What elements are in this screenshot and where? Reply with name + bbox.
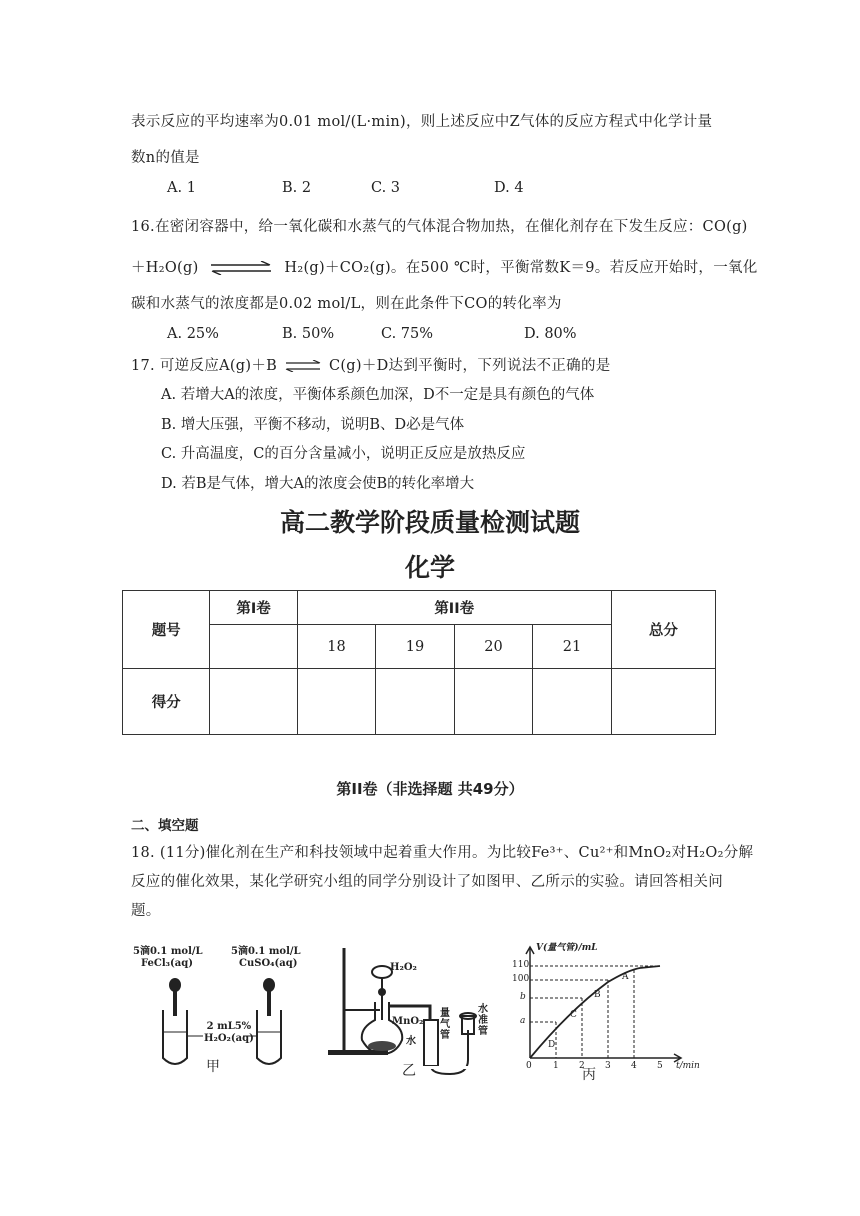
leveling-tube-label: 水准管 (478, 1004, 488, 1037)
q17-option-d: D. 若B是气体，增大A的浓度会使B的转化率增大 (161, 476, 475, 492)
point-label: C (570, 1010, 577, 1020)
question-number: 19 (376, 625, 454, 669)
row-label-score: 得分 (123, 669, 210, 735)
figure-bing-label: 丙 (582, 1067, 596, 1083)
measuring-tube-label: 量气管 (440, 1008, 450, 1041)
apparatus-drawing (320, 940, 500, 1080)
score-cell[interactable] (454, 669, 532, 735)
q16-products: H₂(g)＋CO₂(g)。在500 ℃时，平衡常数K＝9。若反应开始时，一氧化 (284, 260, 758, 276)
header-part2: 第II卷 (297, 591, 611, 625)
mno2-label: MnO₂ (392, 1016, 424, 1027)
question-number: 20 (454, 625, 532, 669)
q18-line-1: 18. (11分)催化剂在生产和科技领域中起着重大作用。为比较Fe³⁺、Cu²⁺和MnO₂对H₂O₂分解 (131, 845, 754, 861)
q18-line-2: 反应的催化效果，某化学研究小组的同学分别设计了如图甲、乙所示的实验。请回答相关问 (131, 874, 723, 890)
point-label: B (594, 990, 601, 1000)
q18-line-3: 题。 (131, 903, 161, 919)
score-cell[interactable] (611, 669, 715, 735)
score-cell[interactable] (297, 669, 375, 735)
x-tick: 4 (631, 1061, 637, 1071)
water-label: 水 (406, 1036, 416, 1047)
q16-line-2 (131, 256, 758, 277)
q17-stem (131, 354, 611, 375)
header-part1: 第Ⅰ卷 (210, 591, 297, 625)
q16-option-d: D. 80% (524, 326, 577, 342)
y-tick: 110 (512, 960, 530, 970)
volume-time-graph (510, 940, 710, 1080)
equilibrium-arrow-icon (285, 360, 321, 372)
part2-heading: 第II卷（非选择题 共49分） (336, 780, 524, 798)
q16-reactants: ＋H₂O(g) (131, 260, 199, 276)
h2o2-label: H₂O₂ (390, 962, 417, 973)
q15-option-b: B. 2 (282, 180, 312, 196)
row-label-question: 题号 (123, 591, 210, 669)
tube1-caption: 5滴0.1 mol/L FeCl₃(aq) (133, 946, 203, 969)
q15-option-d: D. 4 (494, 180, 524, 196)
part1-cell (210, 625, 297, 669)
x-tick: 1 (553, 1061, 559, 1071)
score-table (122, 590, 716, 735)
q17-stem-suffix: C(g)＋D达到平衡时，下列说法不正确的是 (328, 358, 611, 374)
q16-line-3: 碳和水蒸气的浓度都是0.02 mol/L，则在此条件下CO的转化率为 (131, 296, 562, 312)
question-number: 21 (533, 625, 611, 669)
x-tick: 3 (605, 1061, 611, 1071)
point-label: A (622, 972, 629, 982)
y-tick: a (520, 1016, 526, 1026)
y-tick: 100 (512, 974, 530, 984)
header-total: 总分 (611, 591, 715, 669)
figure-jia-label: 甲 (206, 1059, 220, 1075)
q15-line-1: 表示反应的平均速率为0.01 mol/(L·min)，则上述反应中Z气体的反应方程式中化学计量 (131, 114, 713, 130)
q17-option-c: C. 升高温度，C的百分含量减小，说明正反应是放热反应 (161, 446, 526, 462)
q16-line-1: 16.在密闭容器中，给一氧化碳和水蒸气的气体混合物加热，在催化剂存在下发生反应：CO(g) (131, 219, 748, 235)
figure-jia (131, 940, 331, 1080)
exam-title: 高二教学阶段质量检测试题 (279, 508, 580, 537)
q15-option-a: A. 1 (167, 180, 196, 196)
q16-option-b: B. 50% (282, 326, 335, 342)
x-tick: 0 (526, 1061, 532, 1071)
point-label: D (548, 1040, 556, 1050)
x-tick: 5 (657, 1061, 663, 1071)
q17-option-b: B. 增大压强，平衡不移动，说明B、D必是气体 (161, 417, 465, 433)
test-tubes-drawing (131, 940, 331, 1080)
figure-yi (320, 940, 500, 1080)
q16-option-a: A. 25% (167, 326, 219, 342)
equilibrium-arrow-icon (209, 261, 273, 275)
score-cell[interactable] (533, 669, 611, 735)
score-cell[interactable] (210, 669, 297, 735)
section-heading: 二、填空题 (131, 818, 199, 834)
figure-bing (510, 940, 710, 1083)
q16-option-c: C. 75% (381, 326, 434, 342)
x-tick: 2 (579, 1061, 585, 1071)
h2o2-caption: 2 mL5% H₂O₂(aq) (204, 1021, 254, 1044)
question-number: 18 (297, 625, 375, 669)
figure-yi-label: 乙 (402, 1063, 416, 1079)
y-tick: b (520, 992, 526, 1002)
q15-line-2: 数n的值是 (131, 150, 200, 166)
score-cell[interactable] (376, 669, 454, 735)
exam-subject: 化学 (404, 553, 455, 582)
q17-stem-prefix: 17. 可逆反应A(g)＋B (131, 358, 278, 374)
x-axis-label: t/min (676, 1061, 700, 1071)
q17-option-a: A. 若增大A的浓度，平衡体系颜色加深，D不一定是具有颜色的气体 (161, 387, 595, 403)
q15-option-c: C. 3 (371, 180, 401, 196)
tube2-caption: 5滴0.1 mol/L CuSO₄(aq) (231, 946, 301, 969)
y-axis-label: V(量气管)/mL (536, 943, 598, 953)
